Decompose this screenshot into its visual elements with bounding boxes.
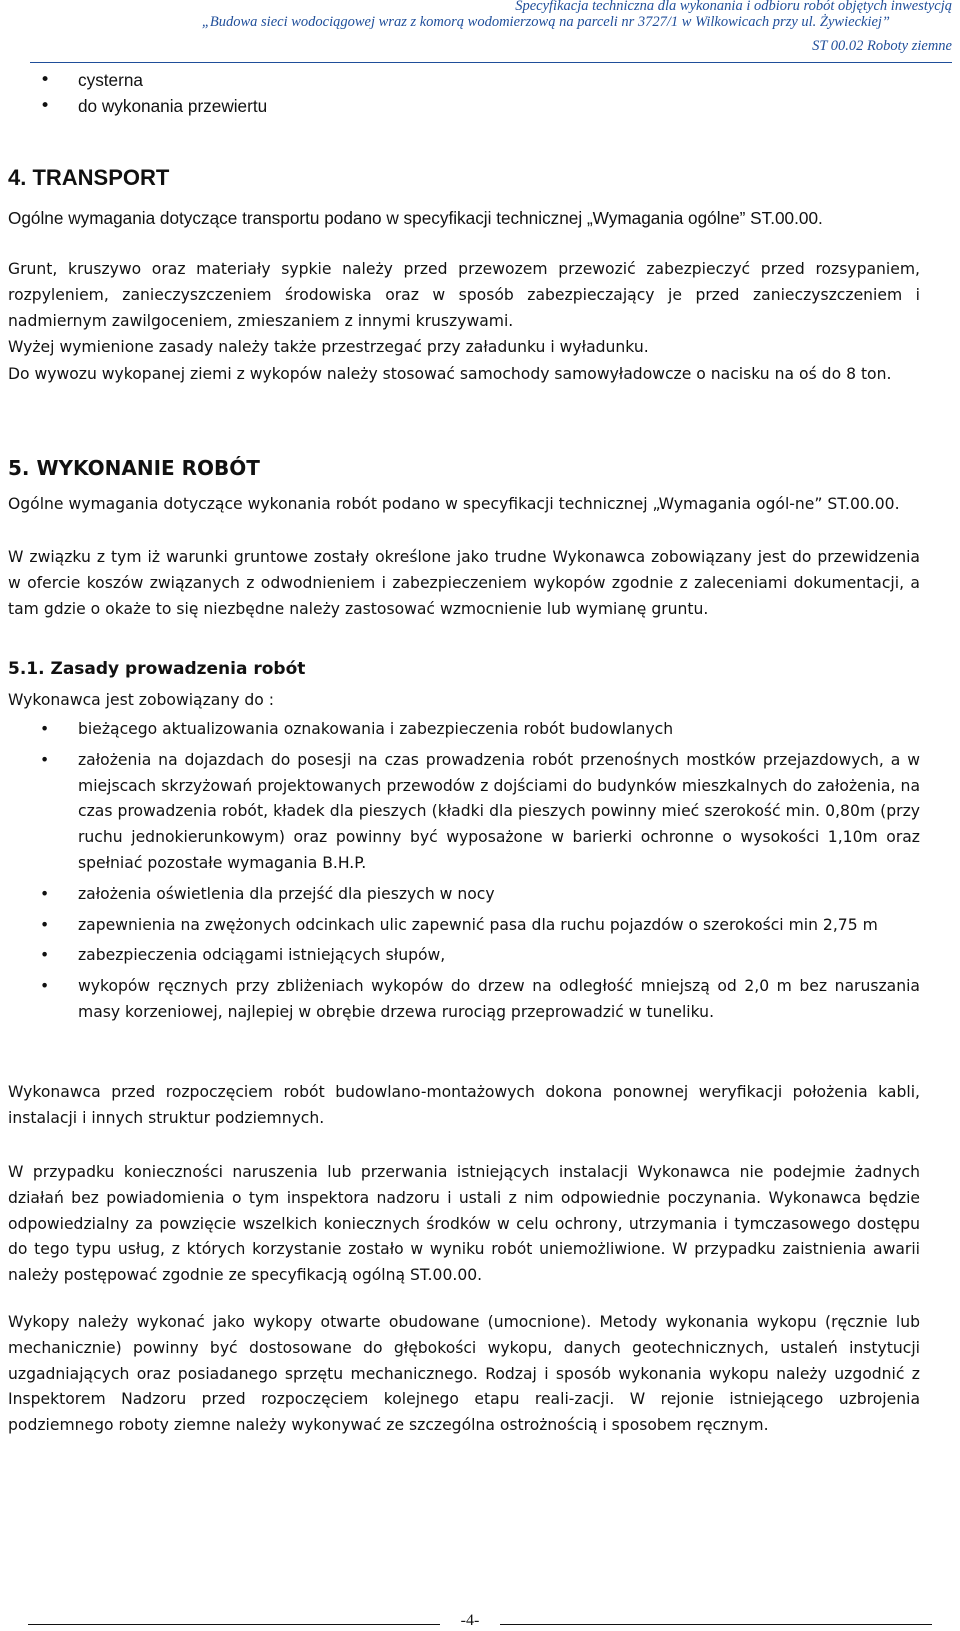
header-subtitle: „Budowa sieci wodociągowej wraz z komorą wodomierzową na parceli nr 3727/1 w Wilkowicach przy ul. Żywieckiej” [201, 14, 890, 30]
section-5-heading: 5. WYKONANIE ROBÓT [8, 456, 260, 480]
list-item: • założenia na dojazdach do posesji na czas prowadzenia robót przenośnych mostków przejazdowych, a w miejscach skrzyżowań projektowanych przewodów z dojściami do budynków mieszkalnych do założenia, na czas prowadzenia robót, kładek dla pieszych (kładki dla pieszych powinny mieć szerokość min. 0,80m (przy ruchu jednokierunkowym) oraz powinny być wyposażone w barierki ochronne o wysokości 1,10m oraz spełniać pozostałe wymagania B.H.P. [8, 748, 920, 877]
verification-paragraph: Wykonawca przed rozpoczęciem robót budowlano-montażowych dokona ponownej weryfikacji położenia kabli, instalacji i innych struktur podziemnych. [8, 1083, 920, 1127]
page-number: -4- [440, 1612, 500, 1630]
section-4-loading-paragraph: Wyżej wymienione zasady należy także przestrzegać przy załadunku i wyładunku. [8, 338, 649, 356]
trench-method-paragraph: Wykopy należy wykonać jako wykopy otwarte obudowane (umocnione). Metody wykonania wykopu (ręcznie lub mechanicznie) powinny być dostosowane do głębokości wykopu, danych geotechnicznych, ustaleń instytucji uzgadniających oraz posiadanego sprzętu mechanicznego. Rodzaj i sposób wykonania wykopu należy uzgodnić z Inspektorem Nadzoru przed rozpoczęciem kolejnego etapu reali-zacji. W rejonie istniejącego uzbrojenia podziemnego roboty ziemne należy wykonywać ze szczególna ostrożnością i sposobem ręcznym. [8, 1313, 920, 1435]
section-4-heading: 4. TRANSPORT [8, 165, 170, 190]
header-rule [30, 62, 952, 63]
installation-damage-paragraph: W przypadku konieczności naruszenia lub przerwania istniejących instalacji Wykonawca nie podejmie żadnych działań bez powiadomienia o tym inspektora nadzoru i ustali z nim odpowiednie poczynania. Wykonawca będzie odpowiedzialny za powzięcie wszelkich koniecznych środków w celu ochrony, utrzymania i tymczasowego dostępu do tego typu usług, z których korzystanie zostało w wyniku robót uniemożliwione. W przypadku zaistnienia awarii należy postępować zgodnie ze specyfikacją ogólną ST.00.00. [8, 1163, 920, 1285]
list-item: • do wykonania przewiertu [8, 93, 920, 119]
list-item: • założenia oświetlenia dla przejść dla pieszych w nocy [8, 882, 920, 908]
section-5-ground-conditions: W związku z tym iż warunki gruntowe zostały określone jako trudne Wykonawca zobowiązany jest do przewidzenia w ofercie koszów związanych z odwodnieniem i zabezpieczeniem wykopów zgodnie z zaleceniami dokumentacji, a tam gdzie o okaże to się niezbędne należy zastosować wzmocnienie lub wymianę gruntu. [8, 548, 920, 618]
equipment-list [8, 67, 920, 119]
list-item: • wykopów ręcznych przy zbliżeniach wykopów do drzew na odległość mniejszą od 2,0 m bez naruszania masy korzeniowej, najlepiej w obrębie drzewa rurociąg przeprowadzić w tuneliku. [8, 974, 920, 1026]
list-item: • zabezpieczenia odciągami istniejących słupów, [8, 943, 920, 969]
section-4-transport-paragraph: Grunt, kruszywo oraz materiały sypkie należy przed przewozem przewozić zabezpieczyć przed rozsypaniem, rozpyleniem, zanieczyszczeniem środowiska oraz w sposób zabezpieczający je przed zanieczyszczeniem i nadmiernym zawilgoceniem, zmieszaniem z innymi kruszywami. [8, 260, 920, 330]
section-5-1-intro: Wykonawca jest zobowiązany do : [8, 691, 275, 709]
section-4-general-requirements: Ogólne wymagania dotyczące transportu podano w specyfikacji technicznej „Wymagania ogólne” ST.00.00. [8, 208, 823, 228]
section-5-general-requirements: Ogólne wymagania dotyczące wykonania robót podano w specyfikacji technicznej „Wymagania ogól-ne” ST.00.00. [8, 495, 900, 513]
list-item: • cysterna [8, 67, 920, 93]
list-item: • bieżącego aktualizowania oznakowania i zabezpieczenia robót budowlanych [8, 717, 920, 743]
section-4-haulage-paragraph: Do wywozu wykopanej ziemi z wykopów należy stosować samochody samowyładowcze o nacisku na oś do 8 ton. [8, 365, 892, 383]
list-item: • zapewnienia na zwężonych odcinkach ulic zapewnić pasa dla ruchu pojazdów o szerokości min 2,75 m [8, 913, 920, 939]
section-5-1-heading: 5.1. Zasady prowadzenia robót [8, 659, 306, 679]
header-spec-code: ST 00.02 Roboty ziemne [812, 38, 952, 54]
contractor-obligations-list [8, 717, 920, 1026]
header-title: Specyfikacja techniczna dla wykonania i odbioru robót objętych inwestycją [515, 0, 952, 14]
